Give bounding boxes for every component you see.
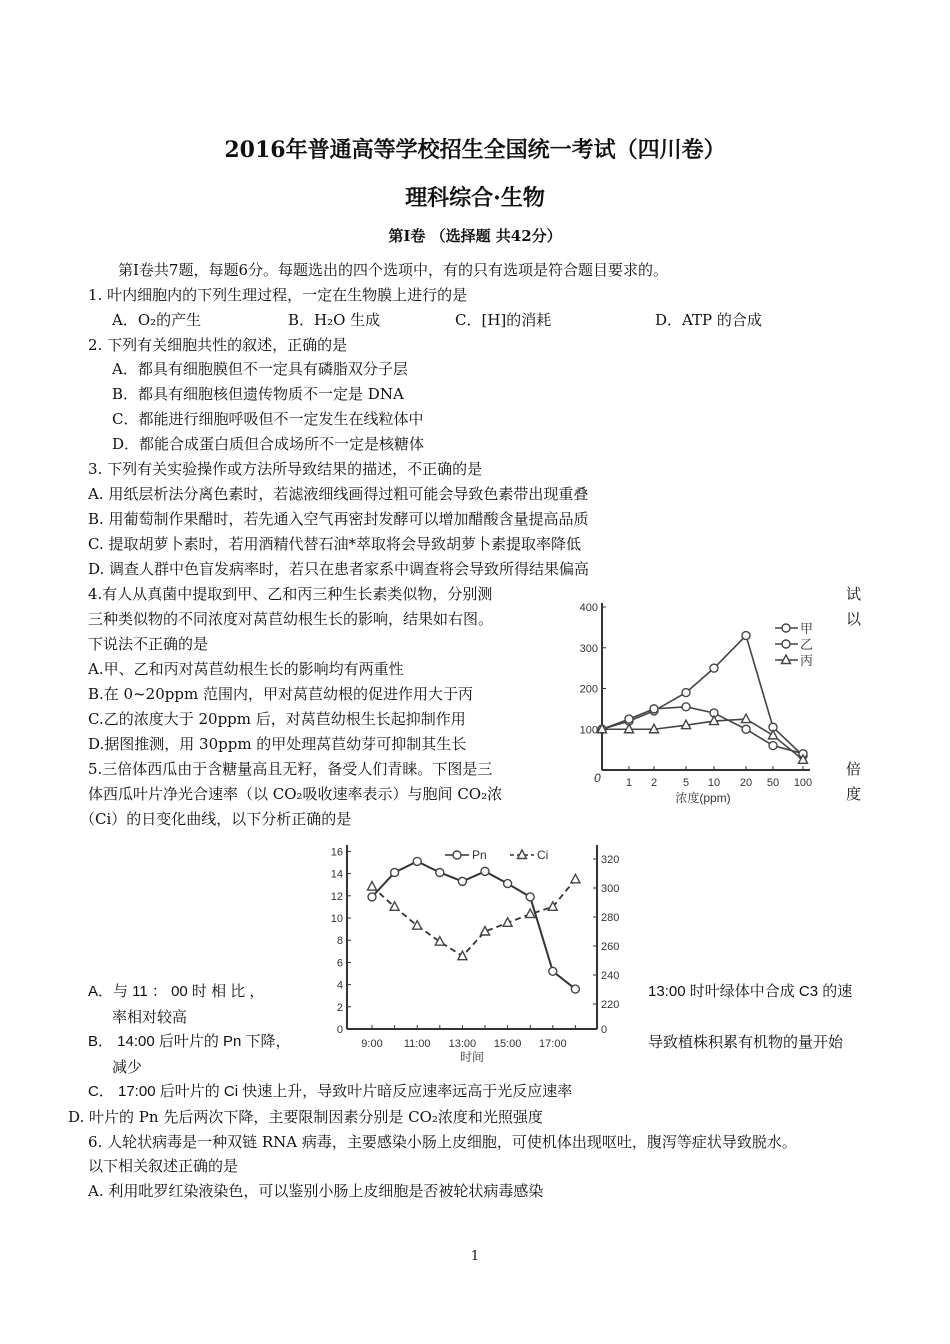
auxin-concentration-chart — [560, 595, 840, 810]
x-tick-label: 1 — [625, 777, 633, 789]
q1-stem: 1. 叶内细胞内的下列生理过程，一定在生物膜上进行的是 — [88, 286, 468, 304]
data-point-乙 — [682, 703, 690, 711]
q5-option-b-1: B． 14:00 后叶片的 Pn 下降， — [88, 1033, 291, 1050]
legend-label: 乙 — [800, 637, 814, 652]
q2-option-b: B．都具有细胞核但遗传物质不一定是 DNA — [112, 385, 404, 403]
q4-stem-1: 4.有人从真菌中提取到甲、乙和丙三种生长素类似物，分别测 — [88, 585, 493, 603]
data-point-乙 — [625, 715, 633, 723]
right-y-tick-label: 240 — [601, 970, 620, 982]
q5-stem-3: （Ci）的日变化曲线，以下分析正确的是 — [80, 810, 352, 828]
q4-option-d: D.据图推测，用 30ppm 的甲处理莴苣幼芽可抑制其生长 — [88, 735, 467, 753]
q6-option-a: A. 利用吡罗红染液染色，可以鉴别小肠上皮细胞是否被轮状病毒感染 — [88, 1182, 544, 1200]
data-point-Pn — [368, 893, 376, 901]
data-point-Ci — [458, 951, 467, 960]
right-y-tick-label: 320 — [601, 854, 620, 866]
data-point-Pn — [481, 867, 489, 875]
q5-option-b-1-end: 导致植株积累有机物的量开始 — [648, 1033, 844, 1051]
q4-stem-1-end: 试 — [846, 585, 862, 603]
data-point-Pn — [391, 868, 399, 876]
q3-option-d: D. 调查人群中色盲发病率时，若只在患者家系中调查将会导致所得结果偏高 — [88, 560, 590, 578]
q4-option-a: A.甲、乙和丙对莴苣幼根生长的影响均有两重性 — [88, 660, 404, 678]
section-heading: 第Ⅰ卷 （选择题 共42分） — [388, 227, 562, 245]
q3-option-b: B. 用葡萄制作果醋时，若先通入空气再密封发酵可以增加醋酸含量提高品质 — [88, 510, 589, 528]
data-point-Pn — [458, 877, 466, 885]
legend-label: 甲 — [800, 621, 814, 636]
legend-marker — [782, 624, 790, 632]
left-y-tick-label: 10 — [330, 913, 343, 925]
x-axis-label: 浓度(ppm) — [675, 791, 731, 805]
q2-stem: 2. 下列有关细胞共性的叙述，正确的是 — [88, 336, 348, 354]
data-point-Pn — [413, 857, 421, 865]
data-point-Pn — [571, 985, 579, 993]
q5-stem-2-end: 度 — [846, 785, 862, 803]
legend-marker — [453, 851, 461, 859]
data-point-乙 — [742, 725, 750, 733]
page-number: 1 — [470, 1249, 480, 1264]
x-tick-label: 9:00 — [361, 1038, 383, 1050]
data-point-乙 — [650, 705, 658, 713]
q2-option-d: D．都能合成蛋白质但合成场所不一定是核糖体 — [112, 435, 425, 453]
exam-subtitle: 理科综合·生物 — [405, 185, 545, 211]
data-point-乙 — [769, 742, 777, 750]
data-point-甲 — [742, 632, 750, 640]
data-point-Pn — [526, 893, 534, 901]
q3-option-a: A. 用纸层析法分离色素时，若滤液细线画得过粗可能会导致色素带出现重叠 — [88, 485, 589, 503]
q6-stem-2: 以下相关叙述正确的是 — [88, 1157, 239, 1175]
x-tick-label: 10 — [707, 777, 721, 789]
q4-stem-2: 三种类似物的不同浓度对莴苣幼根生长的影响，结果如右图。 — [88, 610, 494, 628]
y-tick-label: 200 — [579, 683, 598, 696]
left-y-tick-label: 2 — [336, 1001, 343, 1014]
q5-stem-1: 5.三倍体西瓜由于含糖量高且无籽，备受人们青睐。下图是三 — [88, 760, 493, 778]
x-tick-label: 20 — [739, 777, 753, 789]
data-point-丙 — [742, 714, 751, 723]
q1-option-b: B．H₂O 生成 — [288, 311, 381, 329]
q2-option-c: C．都能进行细胞呼吸但不一定发生在线粒体中 — [112, 410, 424, 428]
legend-marker — [782, 640, 790, 648]
q5-option-a-1: A．与 11 ： 00 时 相 比 ， — [88, 983, 265, 1000]
legend-label: Ci — [537, 848, 549, 862]
q4-stem-2-end: 以 — [846, 610, 862, 628]
q5-option-c: C． 17:00 后叶片的 Ci 快速上升，导致叶片暗反应速率远高于光反应速率 — [88, 1083, 573, 1100]
right-y-tick-label: 300 — [601, 883, 620, 895]
data-point-Pn — [549, 967, 557, 975]
left-y-tick-label: 14 — [330, 868, 343, 881]
y-tick-label: 400 — [579, 602, 598, 614]
q1-option-c: C．[H]的消耗 — [455, 311, 552, 329]
intro-text: 第Ⅰ卷共7题，每题6分。每题选出的四个选项中，有的只有选项是符合题目要求的。 — [118, 261, 669, 279]
x-tick-label: 100 — [793, 777, 813, 789]
data-point-甲 — [682, 689, 690, 697]
legend-label: Pn — [472, 848, 487, 862]
pn-ci-daily-chart — [320, 835, 640, 1065]
data-point-Ci — [368, 882, 377, 891]
data-point-甲 — [710, 664, 718, 672]
q1-option-d: D．ATP 的合成 — [655, 311, 762, 329]
legend-label: 丙 — [800, 653, 814, 668]
q1-option-a: A．O₂的产生 — [112, 311, 202, 329]
q5-option-a-1-end: 13:00 时叶绿体中合成 C3 的速 — [648, 983, 853, 1000]
x-tick-label: 5 — [682, 777, 690, 789]
left-y-tick-label: 16 — [330, 846, 343, 859]
q4-option-c: C.乙的浓度大于 20ppm 后，对莴苣幼根生长起抑制作用 — [88, 710, 466, 728]
q4-stem-3: 下说法不正确的是 — [88, 635, 209, 653]
data-point-Ci — [435, 937, 444, 946]
y-tick-label: 300 — [579, 642, 598, 655]
q3-stem: 3. 下列有关实验操作或方法所导致结果的描述，不正确的是 — [88, 460, 483, 478]
left-y-tick-label: 6 — [336, 957, 343, 970]
left-y-tick-label: 0 — [336, 1024, 343, 1036]
x-tick-label: 11:00 — [403, 1038, 431, 1050]
q5-option-a-2: 率相对较高 — [112, 1008, 188, 1026]
q3-option-c: C. 提取胡萝卜素时，若用酒精代替石油*萃取将会导致胡萝卜素提取率降低 — [88, 535, 581, 553]
right-y-tick-label: 0 — [601, 1024, 608, 1036]
data-point-Pn — [504, 880, 512, 888]
x-tick-label: 15:00 — [493, 1038, 522, 1050]
right-y-tick-label: 220 — [601, 999, 620, 1011]
data-point-丙 — [769, 730, 778, 739]
x-tick-label: 13:00 — [448, 1038, 477, 1050]
data-point-Ci — [571, 874, 580, 883]
right-y-tick-label: 280 — [601, 912, 620, 924]
q2-option-a: A．都具有细胞膜但不一定具有磷脂双分子层 — [112, 360, 408, 378]
x-tick-label: 17:00 — [539, 1038, 567, 1050]
q4-option-b: B.在 0~20ppm 范围内，甲对莴苣幼根的促进作用大于丙 — [88, 685, 473, 703]
data-point-Pn — [436, 868, 444, 876]
x-tick-label: 50 — [766, 777, 780, 789]
q5-stem-1-end: 倍 — [846, 760, 862, 778]
right-y-tick-label: 260 — [601, 941, 620, 953]
left-y-tick-label: 8 — [336, 935, 343, 948]
x-tick-label: 2 — [650, 777, 658, 789]
series-line-Pn — [372, 861, 575, 989]
x-axis-label: 时间 — [459, 1050, 485, 1064]
y-tick-label: 100 — [579, 724, 598, 737]
q6-stem-1: 6. 人轮状病毒是一种双链 RNA 病毒，主要感染小肠上皮细胞，可使机体出现呕吐，腹泻等症状导致脱水。 — [88, 1133, 797, 1151]
exam-title: 2016年普通高等学校招生全国统一考试（四川卷） — [224, 137, 726, 163]
origin-label: 0 — [594, 771, 601, 785]
q5-stem-2: 体西瓜叶片净光合速率（以 CO₂吸收速率表示）与胞间 CO₂浓 — [88, 785, 503, 803]
left-y-tick-label: 4 — [336, 979, 343, 992]
left-y-tick-label: 12 — [330, 890, 343, 903]
q5-option-b-2: 减少 — [112, 1058, 143, 1076]
q5-option-d: D. 叶片的 Pn 先后两次下降，主要限制因素分别是 CO₂浓度和光照强度 — [68, 1108, 543, 1126]
